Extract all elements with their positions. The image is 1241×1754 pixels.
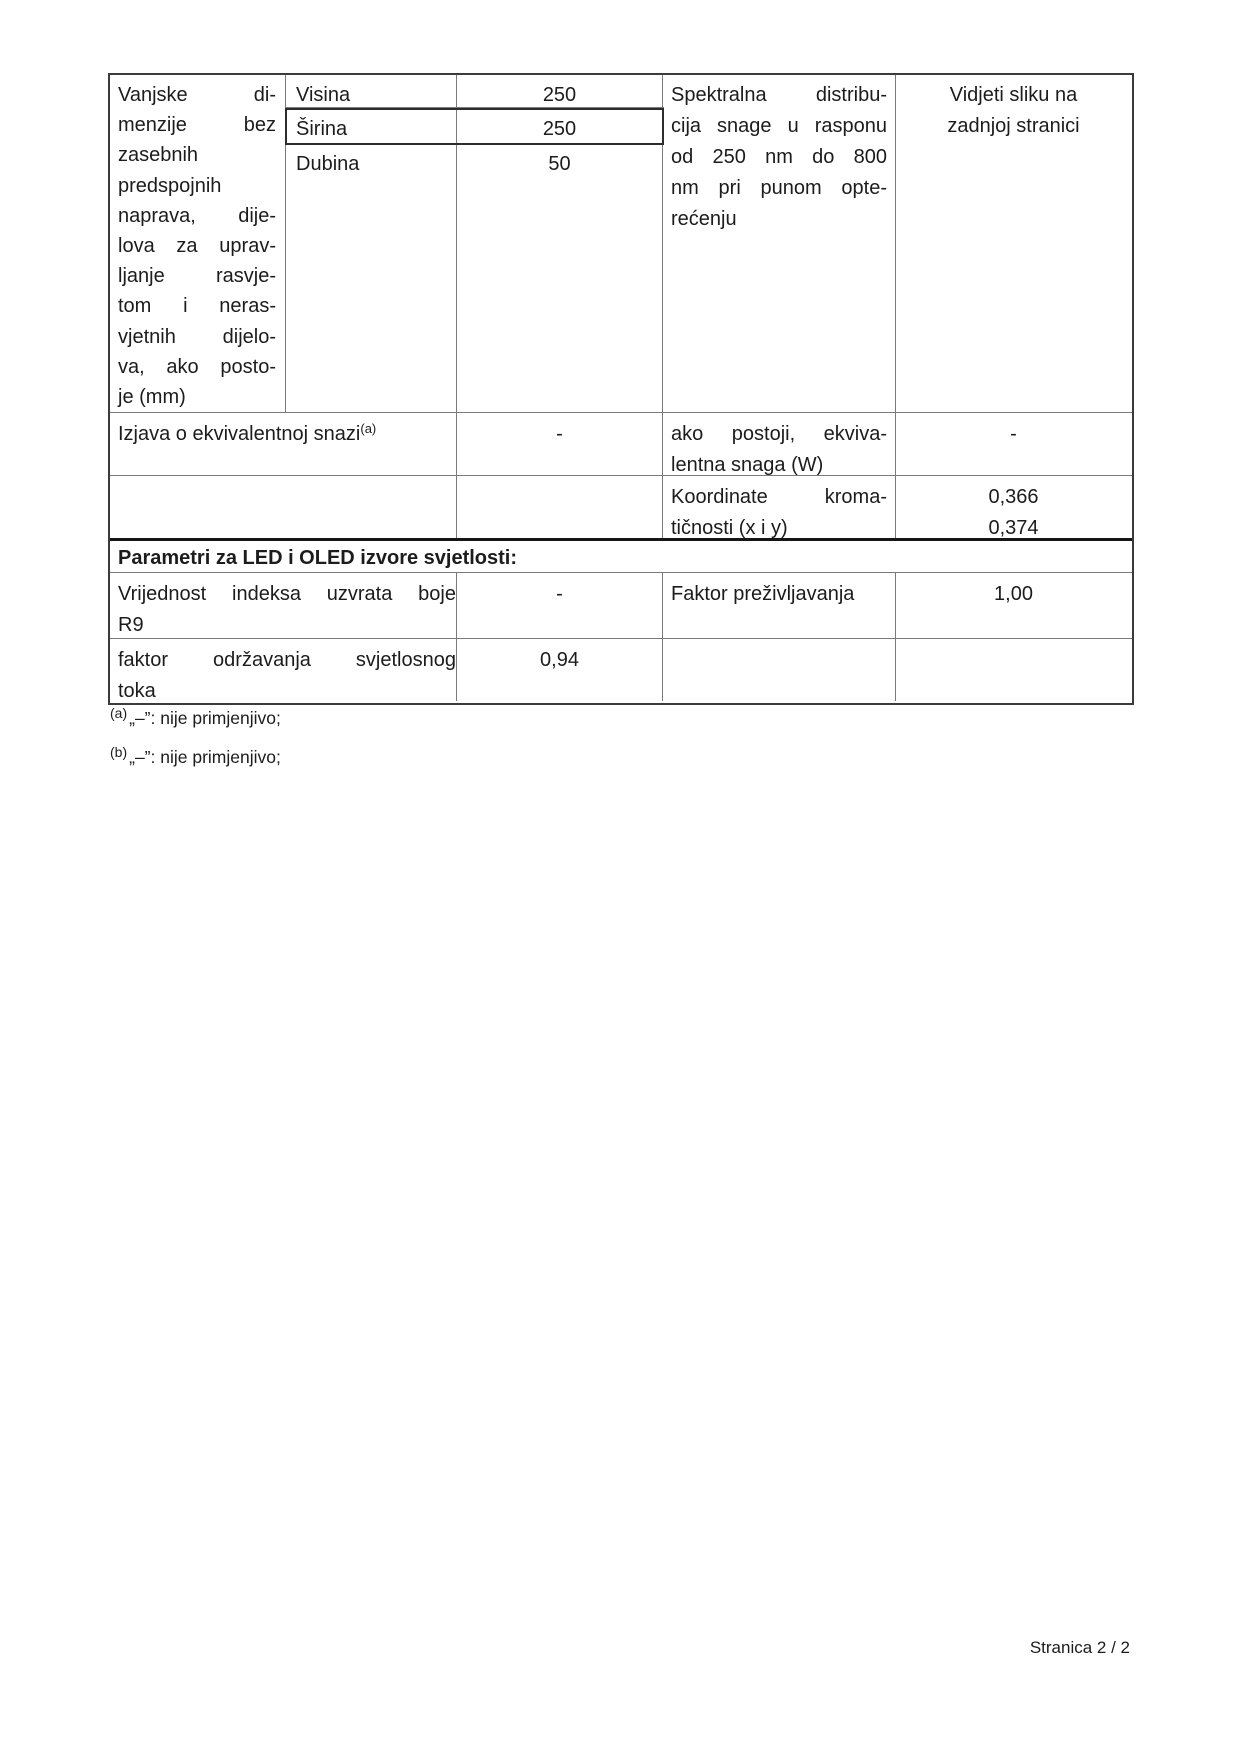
grid-line-vertical <box>662 572 663 701</box>
cell-text-line: toka <box>118 680 156 702</box>
cell-text-line: tom i neras- <box>118 295 276 318</box>
cell-text-line: je (mm) <box>118 386 186 409</box>
cell-text-line: ako postoji, ekviva- <box>671 423 887 445</box>
equivalent-power-right-label-cell <box>671 419 887 481</box>
spectral-reference-cell <box>896 80 1131 142</box>
cell-text-line: faktor održavanja svjetlosnog <box>118 649 456 671</box>
dimension-label-sirina: Širina <box>296 118 348 140</box>
cell-text-line: Vidjeti sliku na <box>949 84 1078 106</box>
dimension-label-visina: Visina <box>296 84 351 106</box>
equivalent-power-value: - <box>556 423 563 445</box>
cell-text-line: Spektralna distribu- <box>671 84 887 106</box>
grid-line-vertical <box>895 75 896 538</box>
equivalent-power-right-value: - <box>1010 423 1017 445</box>
footnote-a <box>110 705 281 729</box>
lumen-maintenance-value: 0,94 <box>540 649 579 671</box>
cell-text-line: Vrijednost indeksa uzvrata boje <box>118 583 456 605</box>
chromaticity-label-cell <box>671 482 887 544</box>
cell-text: Izjava o ekvivalentnoj snazi <box>118 423 361 445</box>
chromaticity-values-cell <box>896 482 1131 544</box>
cell-text-line: lova za uprav- <box>118 235 276 258</box>
cell-text-line: va, ako posto- <box>118 355 276 378</box>
cell-text-line: tičnosti (x i y) <box>671 517 788 539</box>
chromaticity-x-value: 0,366 <box>988 486 1039 508</box>
survival-factor-value: 1,00 <box>994 583 1033 605</box>
footnote-a-marker: (a) <box>110 705 128 721</box>
r9-value: - <box>556 583 563 605</box>
lumen-maintenance-label-cell <box>118 645 456 707</box>
cell-text-line: zasebnih <box>118 144 199 167</box>
cell-text-line: predspojnih <box>118 174 222 197</box>
r9-label-cell <box>118 579 456 641</box>
cell-text-line: menzije bez <box>118 114 276 137</box>
cell-text-line: nm pri punom opte- <box>671 177 887 199</box>
chromaticity-y-value: 0,374 <box>988 517 1039 539</box>
led-oled-section-header: Parametri za LED i OLED izvore svjetlosti: <box>118 547 518 569</box>
cell-text-line: Koordinate kroma- <box>671 486 887 508</box>
footnote-b-text: „–”: nije primjenjivo; <box>129 747 281 767</box>
cell-text-line: Vanjske di- <box>118 84 276 106</box>
outer-dimensions-label-cell <box>118 80 276 412</box>
cell-text-line: rećenju <box>671 208 737 230</box>
footnote-b-marker: (b) <box>110 744 128 760</box>
dimension-label-dubina: Dubina <box>296 153 360 175</box>
footnote-b <box>110 744 281 768</box>
footnote-marker-a: (a) <box>360 421 377 436</box>
cell-text-line: cija snage u rasponu <box>671 115 887 137</box>
survival-factor-label: Faktor preživljavanja <box>671 583 855 605</box>
cell-text-line: vjetnih dijelo- <box>118 325 276 348</box>
page-number-footer: Stranica 2 / 2 <box>1029 1638 1130 1657</box>
dimension-value-dubina: 50 <box>548 153 571 175</box>
grid-line-horizontal <box>110 475 1132 476</box>
cell-text-line: zadnjoj stranici <box>947 115 1080 137</box>
equivalent-power-label-cell <box>118 419 458 451</box>
cell-text-line: od 250 nm do 800 <box>671 146 887 168</box>
spectral-distribution-label-cell <box>671 80 887 235</box>
dimension-value-sirina: 250 <box>542 118 577 140</box>
cell-text-line: lentna snaga (W) <box>671 454 824 476</box>
cell-text-line: ljanje rasvje- <box>118 265 276 288</box>
cell-text-line: naprava, dije- <box>118 204 276 227</box>
cell-text-line: R9 <box>118 614 144 636</box>
footnote-a-text: „–”: nije primjenjivo; <box>129 708 281 728</box>
grid-line-vertical <box>456 572 457 701</box>
dimension-value-visina: 250 <box>542 84 577 106</box>
